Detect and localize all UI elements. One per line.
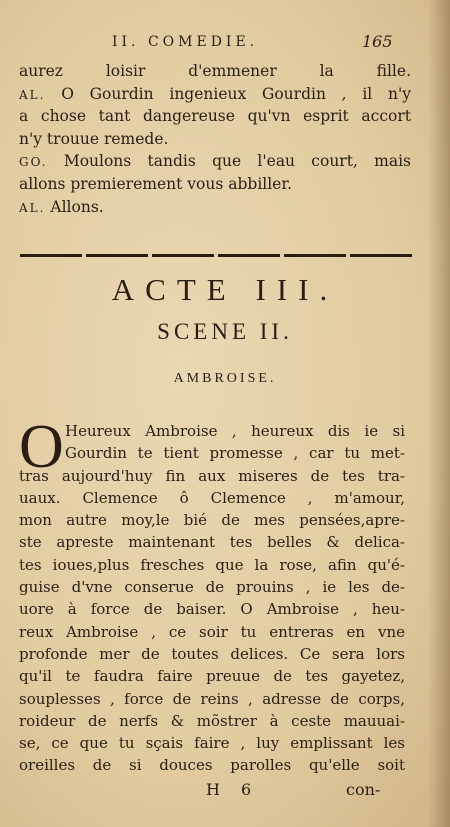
signature-mark: H 6 bbox=[206, 780, 260, 799]
page-footer bbox=[0, 780, 450, 802]
dialogue-line bbox=[19, 150, 411, 173]
dialogue-line bbox=[19, 128, 411, 151]
page-number: 165 bbox=[362, 32, 393, 51]
catchword: con- bbox=[346, 780, 381, 799]
text-line: Heureux Ambroise , heureux dis ie si bbox=[65, 422, 405, 440]
scene-heading: SCENE II. bbox=[157, 319, 293, 344]
text-line: qu'il te faudra faire preuue de tes gayetez, bbox=[19, 667, 405, 686]
dialogue-line bbox=[19, 173, 411, 196]
dialogue-line bbox=[19, 83, 411, 106]
speaker-abbrev: AL. bbox=[19, 200, 46, 215]
line-text: allons premierement vous abbiller. bbox=[19, 174, 292, 193]
text-line: Gourdin te tient promesse , car tu met- bbox=[65, 444, 405, 463]
text-line: se, ce que tu sçais faire , luy emplissant les bbox=[19, 734, 405, 753]
text-line: tras aujourd'huy fin aux miseres de tes tra- bbox=[19, 466, 405, 485]
line-text: Moulons tandis que l'eau court, mais bbox=[63, 152, 411, 171]
act-heading: ACTE III. bbox=[111, 272, 339, 307]
line-text: aurez loisir d'emmener la fille. bbox=[19, 62, 411, 80]
speaker-abbrev: AL. bbox=[19, 87, 46, 102]
dialogue-block bbox=[19, 60, 411, 218]
dialogue-line bbox=[19, 196, 411, 219]
text-line: profonde mer de toutes delices. Ce sera lors bbox=[19, 644, 405, 663]
text-line: ste apreste maintenant tes belles & delica- bbox=[19, 533, 405, 552]
drop-cap: O bbox=[19, 413, 64, 481]
line-text: n'y trouue remede. bbox=[19, 129, 169, 148]
running-title: II. COMEDIE. bbox=[112, 34, 259, 50]
text-line: mon autre moy,le bié de mes pensées,apre- bbox=[19, 511, 405, 530]
line-text: Allons. bbox=[50, 197, 104, 216]
text-line: roideur de nerfs & mõstrer à ceste mauuai- bbox=[19, 711, 405, 730]
section-divider bbox=[20, 254, 412, 257]
dialogue-line bbox=[19, 105, 411, 128]
text-line: uore à force de baiser. O Ambroise , heu- bbox=[19, 600, 405, 619]
text-line: guise d'vne conserue de prouins , ie les de- bbox=[19, 578, 405, 597]
line-text: a chose tant dangereuse qu'vn esprit accort bbox=[19, 107, 411, 126]
line-text: O Gourdin ingenieux Gourdin , il n'y bbox=[61, 84, 411, 103]
speaker-abbrev: GO. bbox=[19, 155, 48, 170]
text-line: uaux. Clemence ô Clemence , m'amour, bbox=[19, 488, 405, 507]
text-line: tes ioues,plus fresches que la rose, afin qu'é- bbox=[19, 555, 405, 574]
speaker-heading: AMBROISE. bbox=[173, 371, 277, 386]
running-head bbox=[0, 30, 450, 54]
text-line: souplesses , force de reins , adresse de corps, bbox=[19, 689, 405, 708]
text-line: reux Ambroise , ce soir tu entreras en vne bbox=[19, 622, 405, 641]
dialogue-line bbox=[19, 60, 411, 83]
monologue-text bbox=[19, 420, 405, 777]
text-line: oreilles de si douces parolles qu'elle soit bbox=[19, 756, 405, 775]
